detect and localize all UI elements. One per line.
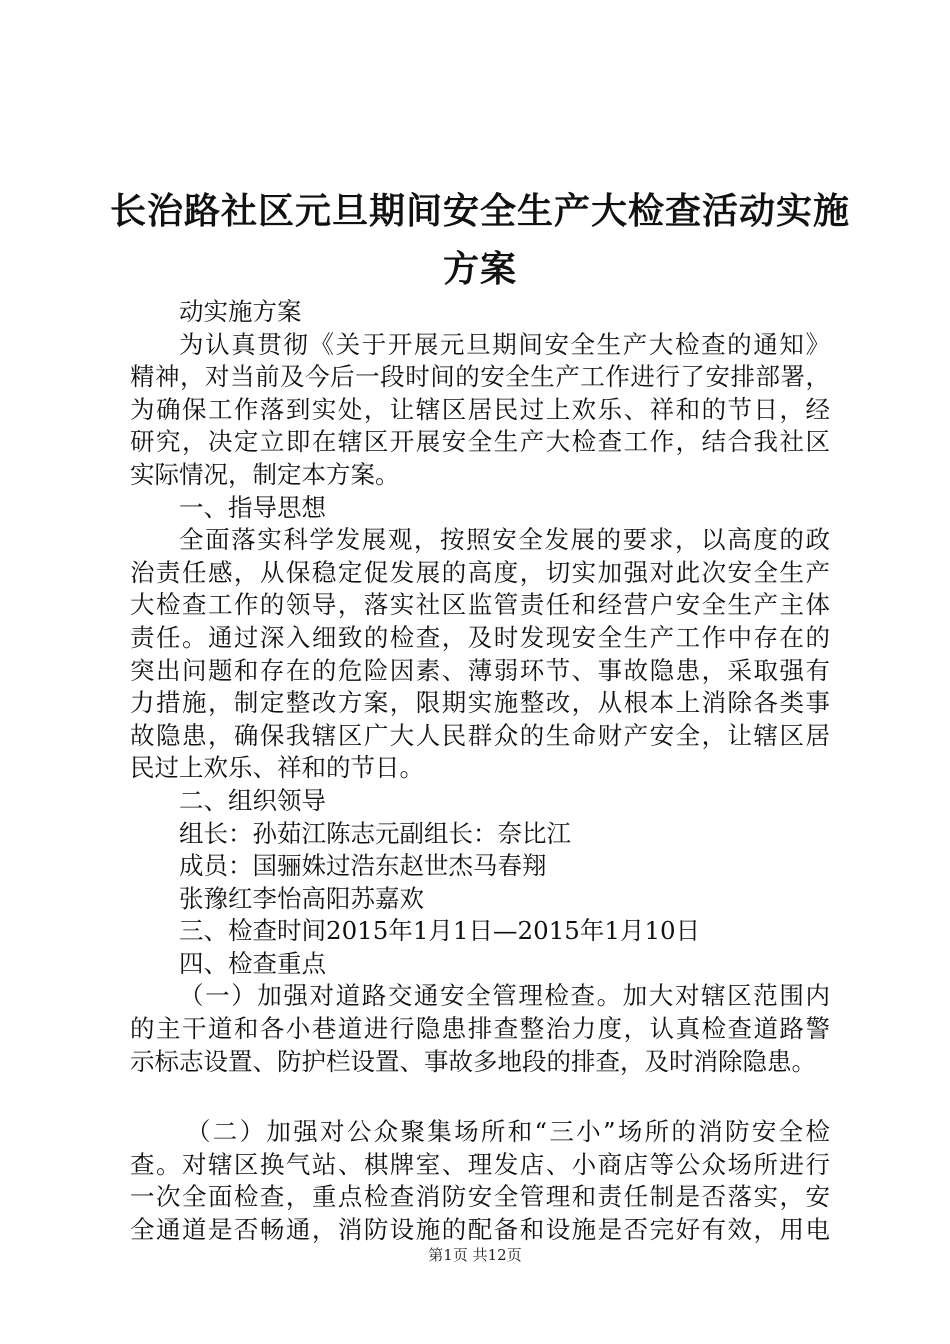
page-number-footer: 第1页 共12页 <box>428 1246 522 1264</box>
paragraph-line: 故隐患，确保我辖区广大人民群众的生命财产安全，让辖区居 <box>130 720 830 750</box>
paragraph-gap <box>130 1078 830 1116</box>
document-title-line-2: 方案 <box>442 249 517 290</box>
paragraph-line: 示标志设置、防护栏设置、事故多地段的排查，及时消除隐患。 <box>130 1046 816 1076</box>
section-heading: 三、检查时间2015年1月1日—2015年1月10日 <box>179 916 701 946</box>
paragraph-line: （二）加强对公众聚集场所和“三小”场所的消防安全检 <box>186 1117 830 1147</box>
paragraph-line: 治责任感，从保稳定促发展的高度，切实加强对此次安全生产 <box>130 557 830 587</box>
paragraph-line: 实际情况，制定本方案。 <box>130 459 400 489</box>
paragraph-line: 民过上欢乐、祥和的节日。 <box>130 753 424 783</box>
members-line: 成员：国骊姝过浩东赵世杰马春翔 <box>179 851 547 881</box>
document-body <box>130 296 830 1247</box>
paragraph-line: 精神，对当前及今后一段时间的安全生产工作进行了安排部署， <box>130 362 830 392</box>
paragraph-line: 研究，决定立即在辖区开展安全生产大检查工作，结合我社区 <box>130 427 830 457</box>
document-title-line-1: 长治路社区元旦期间安全生产大检查活动实施 <box>109 191 850 232</box>
paragraph-line: 全通道是否畅通，消防设施的配备和设施是否完好有效，用电 <box>130 1215 830 1245</box>
section-heading: 二、组织领导 <box>179 785 326 815</box>
paragraph-line: 查。对辖区换气站、棋牌室、理发店、小商店等公众场所进行 <box>130 1149 830 1179</box>
paragraph-line: 一次全面检查，重点检查消防安全管理和责任制是否落实，安 <box>130 1182 830 1212</box>
paragraph-line: 的主干道和各小巷道进行隐患排查整治力度，认真检查道路警 <box>130 1014 830 1044</box>
section-heading: 一、指导思想 <box>179 492 326 522</box>
leader-line: 组长：孙茹江陈志元副组长：奈比江 <box>179 818 571 848</box>
paragraph-line: 力措施，制定整改方案，限期实施整改，从根本上消除各类事 <box>130 688 830 718</box>
paragraph-line: 为确保工作落到实处，让辖区居民过上欢乐、祥和的节日，经 <box>130 394 830 424</box>
paragraph-line: 为认真贯彻《关于开展元旦期间安全生产大检查的通知》 <box>179 329 830 359</box>
section-heading: 四、检查重点 <box>179 948 326 978</box>
paragraph-line: 大检查工作的领导，落实社区监管责任和经营户安全生产主体 <box>130 590 830 620</box>
paragraph-line: （一）加强对道路交通安全管理检查。加大对辖区范围内 <box>179 981 830 1011</box>
members-line: 张豫红李怡高阳苏嘉欢 <box>179 883 424 913</box>
paragraph-line: 动实施方案 <box>179 297 302 326</box>
paragraph-line: 全面落实科学发展观，按照安全发展的要求，以高度的政 <box>179 525 830 555</box>
paragraph-line: 责任。通过深入细致的检查，及时发现安全生产工作中存在的 <box>130 622 830 652</box>
paragraph-line: 突出问题和存在的危险因素、薄弱环节、事故隐患，采取强有 <box>130 655 830 685</box>
